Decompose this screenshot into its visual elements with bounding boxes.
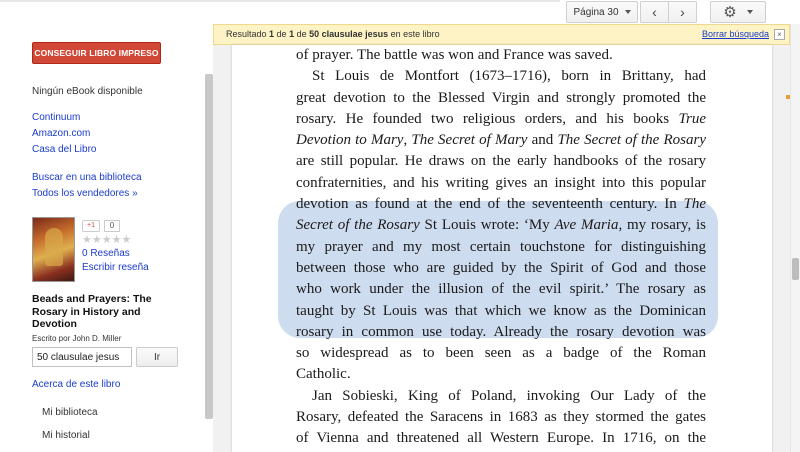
find-library-link[interactable]: Buscar en una biblioteca — [32, 172, 142, 183]
text-line: St Louis de Montfort (1673–1716), born in Brittany, had — [312, 68, 706, 85]
text-span: Ave Maria — [554, 217, 619, 234]
about-book-link[interactable]: Acerca de este libro — [32, 379, 121, 390]
store-link-amazon[interactable]: Amazon.com — [32, 128, 91, 139]
rating-stars-icon[interactable]: ★★★★★ — [82, 234, 132, 246]
text-span: St Louis wrote: ‘My — [419, 217, 555, 234]
next-page-button[interactable] — [668, 1, 697, 23]
text-span: True — [678, 110, 706, 127]
my-history-link[interactable]: Mi historial — [42, 430, 90, 441]
text-line: confraternities, and his writing gives an insight into this popular — [296, 174, 706, 191]
main-scrollbar-thumb[interactable] — [792, 258, 799, 280]
text-line: Rosary, defeated the Saracens in 1683 as they stormed the gates — [296, 409, 706, 426]
chevron-right-icon: › — [680, 4, 685, 20]
settings-button[interactable] — [710, 1, 766, 23]
gear-icon: ⚙ — [723, 4, 737, 21]
reviews-link[interactable]: 0 Reseñas — [82, 248, 130, 259]
main-scrollbar[interactable] — [790, 24, 800, 452]
my-library-link[interactable]: Mi biblioteca — [42, 407, 98, 418]
book-page-text — [296, 45, 706, 450]
result-total: 1 — [289, 29, 295, 39]
result-mid-text: de — [294, 29, 310, 39]
result-query: 50 clausulae jesus — [309, 29, 389, 39]
sidebar-scrollbar[interactable] — [205, 74, 213, 419]
text-line: who work under the illusion of the evil spirit.’ The rosary as — [296, 281, 706, 298]
text-span: , my rosary, is — [618, 217, 706, 234]
text-line: taught by St Louis was that which we know as the Dominican — [296, 302, 706, 319]
chevron-down-icon — [625, 10, 631, 14]
get-print-book-button[interactable]: CONSEGUIR LIBRO IMPRESO — [32, 42, 161, 64]
result-prefix: Resultado — [226, 29, 270, 39]
text-line: rosary in common use today. Already the rosary devotion was — [296, 323, 706, 340]
store-link-continuum[interactable]: Continuum — [32, 112, 81, 123]
text-line: my prayer and my most certain touchstone for distinguishing — [296, 238, 706, 255]
search-in-book-input[interactable] — [32, 347, 132, 367]
text-span: rosary. He founded two religious orders, and his books — [296, 110, 679, 127]
text-line — [296, 215, 706, 236]
text-line — [296, 194, 706, 215]
text-span: devotion as found at the end of the seventeenth century. In — [296, 196, 684, 213]
text-line: are still popular. He draws on the early handbooks of the rosary — [296, 153, 706, 170]
sidebar — [0, 24, 213, 452]
text-line — [296, 109, 706, 130]
text-line: of Vienna and threatened all Western Europe. In 1716, on the — [296, 430, 706, 447]
text-line: of prayer. The battle was won and France was saved. — [296, 47, 613, 63]
text-span: , — [403, 132, 412, 149]
text-line: Catholic. — [296, 366, 351, 383]
text-line: great devotion to the Blessed Virgin and strongly promoted the — [296, 89, 706, 106]
page-selector-label: Página 30 — [573, 6, 619, 18]
book-title: Beads and Prayers: The Rosary in History and Devotion — [32, 293, 152, 330]
google-plus-count: 0 — [104, 220, 120, 232]
search-match-marker — [786, 95, 790, 99]
text-span: The Secret of the Rosary — [557, 132, 706, 149]
search-result-bar — [213, 24, 790, 45]
search-go-button[interactable]: Ir — [136, 347, 178, 367]
text-line: between those who are guided by the Spirit of God and those — [296, 259, 706, 276]
book-author: Escrito por John D. Miller — [32, 334, 122, 343]
store-link-casa-del-libro[interactable]: Casa del Libro — [32, 144, 97, 155]
close-icon[interactable]: × — [774, 29, 785, 40]
text-span: and — [527, 132, 558, 149]
chevron-left-icon: ‹ — [652, 4, 657, 20]
google-plus-button[interactable]: +1 — [82, 220, 100, 232]
page-selector-button[interactable] — [566, 1, 638, 23]
text-span: The — [683, 196, 706, 213]
chevron-down-icon — [747, 10, 753, 14]
result-of-text: de — [274, 29, 290, 39]
book-cover-thumbnail[interactable] — [32, 217, 75, 282]
search-result-message — [226, 29, 440, 39]
top-toolbar — [0, 0, 800, 24]
cover-figure — [45, 228, 63, 266]
result-current: 1 — [269, 29, 275, 39]
text-line — [296, 130, 706, 151]
result-suffix: en este libro — [388, 29, 440, 39]
toolbar-divider — [0, 0, 560, 2]
text-line: so widespread as to been seen as a badge of the Roman — [296, 345, 706, 362]
write-review-link[interactable]: Escribir reseña — [82, 262, 149, 273]
text-span: The Secret of Mary — [411, 132, 528, 149]
clear-search-link[interactable]: Borrar búsqueda — [701, 29, 769, 39]
text-span: Devotion to Mary — [296, 132, 404, 149]
no-ebook-text: Ningún eBook disponible — [32, 86, 143, 97]
text-line: Jan Sobieski, King of Poland, invoking Our Lady of the — [312, 387, 706, 404]
all-sellers-link[interactable]: Todos los vendedores » — [32, 188, 138, 199]
text-span: Secret of the Rosary — [296, 217, 420, 234]
previous-page-button[interactable] — [640, 1, 669, 23]
